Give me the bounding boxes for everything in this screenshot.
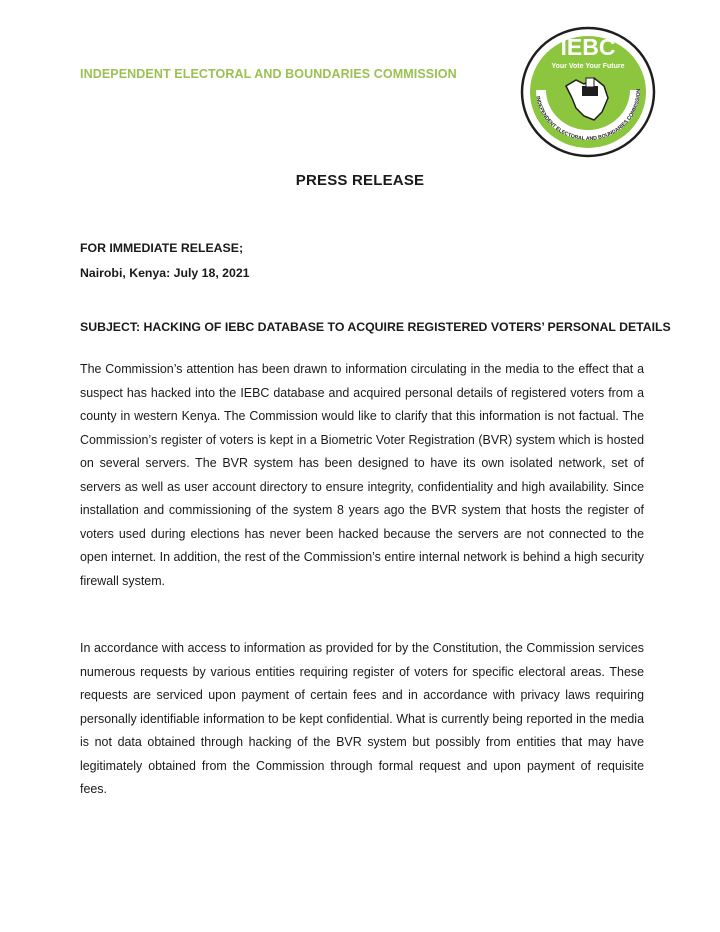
document-title: PRESS RELEASE xyxy=(295,172,425,189)
organization-name: INDEPENDENT ELECTORAL AND BOUNDARIES COMMISSION xyxy=(80,67,457,81)
dateline: Nairobi, Kenya: July 18, 2021 xyxy=(80,266,250,280)
logo-ring-text: INDEPENDENT ELECTORAL AND BOUNDARIES COMMISSION xyxy=(534,88,643,143)
subject-line: SUBJECT: HACKING OF IEBC DATABASE TO ACQUIRE REGISTERED VOTERS’ PERSONAL DETAILS xyxy=(80,320,671,334)
logo-acronym: IEBC xyxy=(560,34,616,60)
body-paragraph: In accordance with access to information as provided for by the Constitution, the Commission services numerous requests by various entities requiring register of voters for specific electoral areas. These requests are serviced upon payment of certain fees and in accordance with privacy laws requiring personally identifiable information to be kept confidential. What is currently being reported in the media is not data obtained through hacking of the BVR system but possibly from entities that may have legitimately obtained from the Commission through formal request and upon payment of requisite fees. xyxy=(80,641,644,796)
body-paragraph: The Commission’s attention has been drawn to information circulating in the media to the effect that a suspect has hacked into the IEBC database and acquired personal details of registered voters from a county in western Kenya. The Commission would like to clarify that this information is not factual. The Commission’s register of voters is kept in a Biometric Voter Registration (BVR) system which is hosted on several servers. The BVR system has been designed to have its own isolated network, set of servers as well as user account directory to ensure integrity, confidentiality and high availability. Since installation and commissioning of the system 8 years ago the BVR system that hosts the register of voters used during elections has never been hacked because the servers are not connected to the open internet. In addition, the rest of the Commission’s entire internal network is behind a high security firewall system. xyxy=(80,362,644,588)
iebc-logo xyxy=(518,24,658,160)
logo-tagline: Your Vote Your Future xyxy=(551,63,625,70)
release-line: FOR IMMEDIATE RELEASE; xyxy=(80,241,244,255)
